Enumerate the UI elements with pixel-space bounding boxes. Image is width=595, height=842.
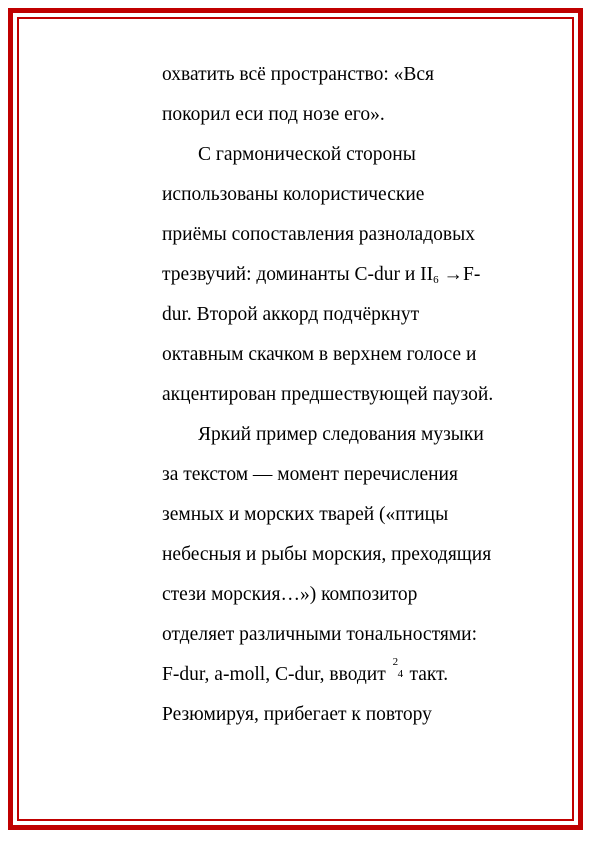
text-line: Резюмируя, прибегает к повтору xyxy=(162,704,432,725)
time-signature-denominator: 4 xyxy=(397,668,404,680)
text-line: dur. Второй аккорд подчёркнут xyxy=(162,304,420,325)
text-line: охватить всё пространство: «Вся xyxy=(162,64,434,85)
text-line: использованы колористические xyxy=(162,184,425,205)
text-line: за текстом — момент перечисления xyxy=(162,464,458,485)
text-fragment: трезвучий: доминанты C-dur и II xyxy=(162,264,434,285)
text-line: приёмы сопоставления разноладовых xyxy=(162,224,475,245)
text-line xyxy=(162,655,542,695)
time-signature xyxy=(391,656,405,682)
text-line: отделяет различными тональностями: xyxy=(162,624,478,645)
body-text xyxy=(162,55,542,735)
time-signature-numerator: 2 xyxy=(392,656,399,668)
text-line: стези морския…») композитор xyxy=(162,584,418,605)
text-line: октавным скачком в верхнем голосе и xyxy=(162,344,477,365)
text-fragment: такт. xyxy=(404,664,449,685)
text-line: небесныя и рыбы морския, преходящия xyxy=(162,544,492,565)
text-fragment: →F- xyxy=(438,264,481,285)
paragraph-start-line: С гармонической стороны xyxy=(198,144,416,165)
text-line: покорил еси под нозе его». xyxy=(162,104,385,125)
text-line xyxy=(162,255,542,295)
text-line: акцентирован предшествующей паузой. xyxy=(162,384,494,405)
text-fragment: F-dur, a-moll, C-dur, вводит xyxy=(162,664,391,685)
text-line: земных и морских тварей («птицы xyxy=(162,504,449,525)
paragraph-start-line: Яркий пример следования музыки xyxy=(198,424,484,445)
chord-subscript: 6 xyxy=(433,274,439,286)
